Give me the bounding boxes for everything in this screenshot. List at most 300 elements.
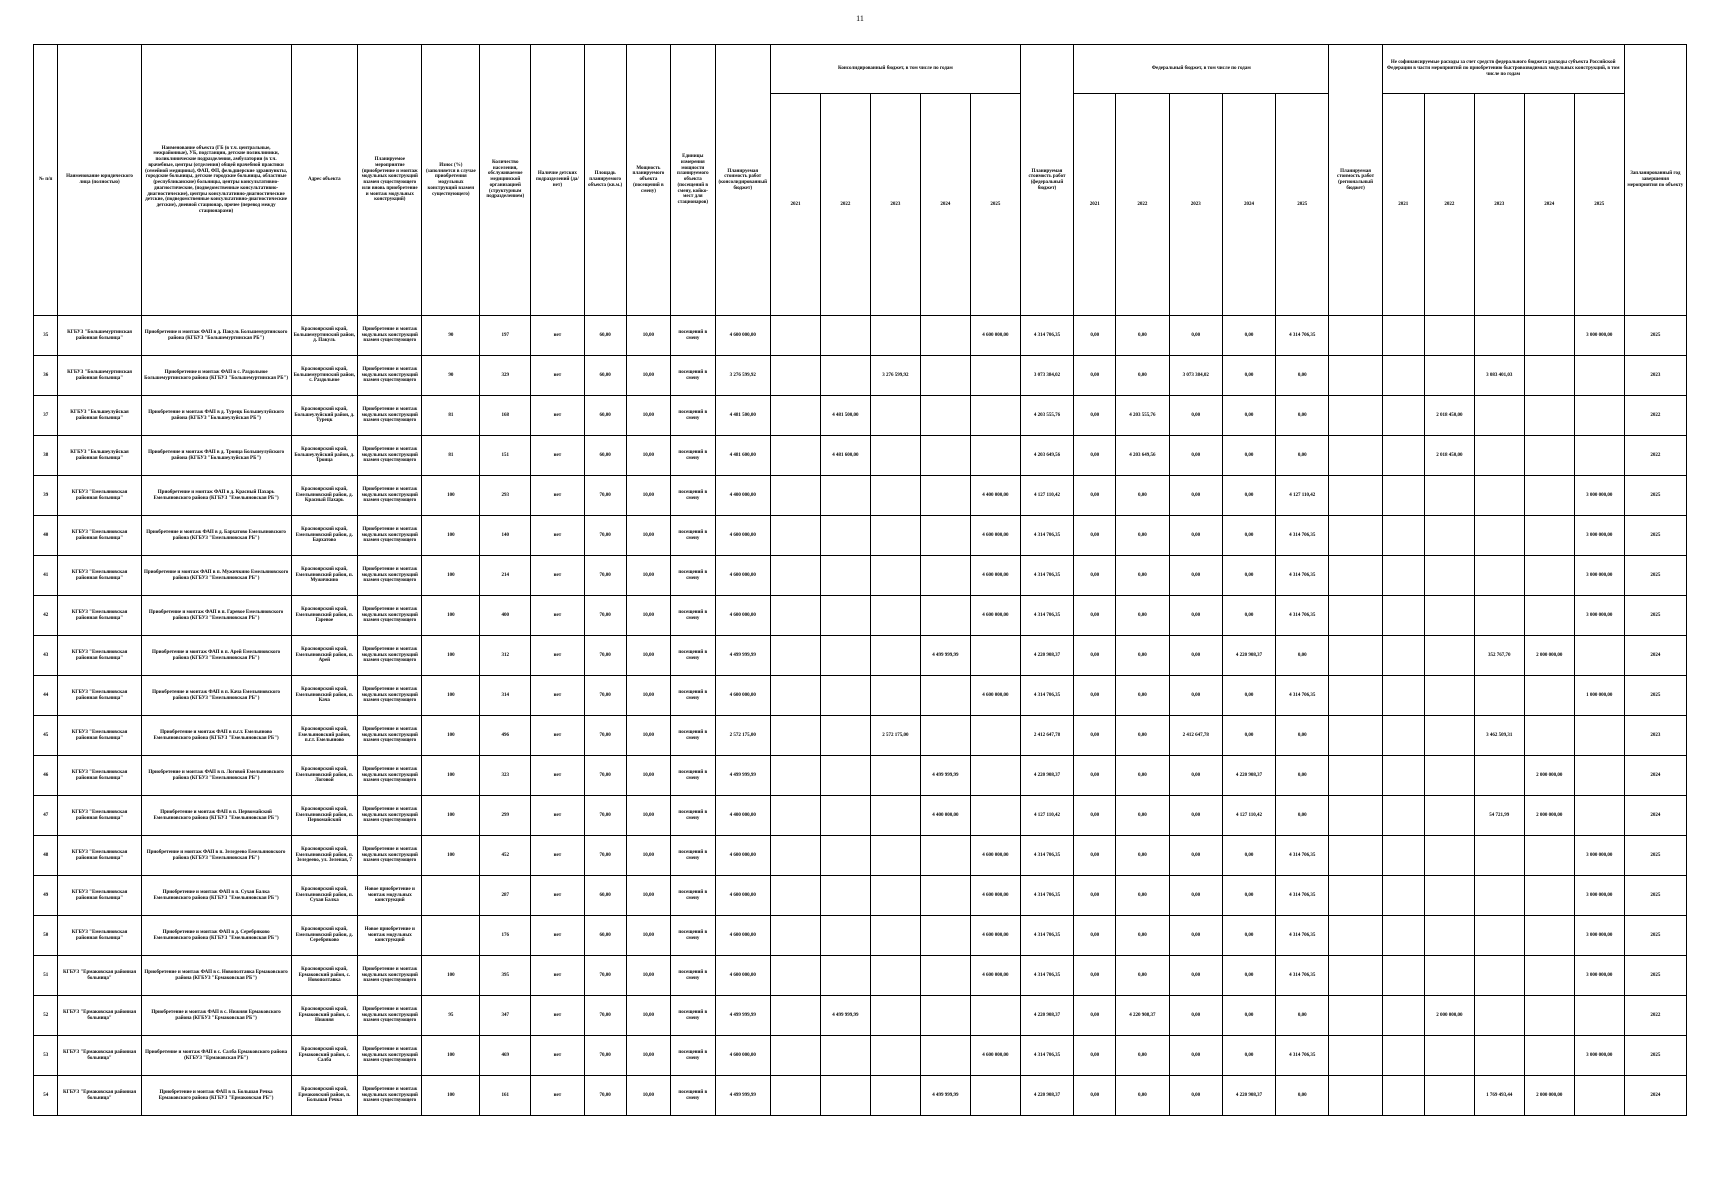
cost-regional bbox=[1329, 476, 1382, 516]
cost-regional bbox=[1329, 1036, 1382, 1076]
header-year: 2024 bbox=[1524, 94, 1574, 316]
capacity-unit: посещений в смену bbox=[671, 836, 715, 876]
cost-regional bbox=[1329, 356, 1382, 396]
completion-year: 2024 bbox=[1624, 1076, 1686, 1116]
row-number: 36 bbox=[34, 356, 58, 396]
federal-year-value: 4 314 706,35 bbox=[1276, 676, 1329, 716]
capacity: 10,00 bbox=[626, 396, 670, 436]
population: 168 bbox=[480, 396, 531, 436]
header-entity: Наименование юридического лица (полностью) bbox=[58, 45, 141, 316]
consolidated-year-value bbox=[870, 1076, 920, 1116]
entity-name: КГБУЗ "Емельяновская районная больница" bbox=[58, 476, 141, 516]
nonfinanced-year-value: 3 000 000,00 bbox=[1574, 596, 1624, 636]
cost-federal: 4 314 706,35 bbox=[1020, 916, 1073, 956]
nonfinanced-year-value bbox=[1382, 716, 1424, 756]
federal-year-value: 0,00 bbox=[1169, 956, 1222, 996]
entity-name: КГБУЗ "Емельяновская районная больница" bbox=[58, 516, 141, 556]
planned-event: Новое приобретение и монтаж модульных конструкций bbox=[358, 916, 422, 956]
nonfinanced-year-value bbox=[1474, 1036, 1524, 1076]
cost-regional bbox=[1329, 956, 1382, 996]
cost-federal: 4 220 908,37 bbox=[1020, 636, 1073, 676]
table-row bbox=[34, 996, 1687, 1036]
nonfinanced-year-value bbox=[1382, 516, 1424, 556]
cost-federal: 4 314 706,35 bbox=[1020, 596, 1073, 636]
nonfinanced-year-value bbox=[1382, 836, 1424, 876]
planned-event: Приобретение и монтаж модульных конструкций взамен существующего bbox=[358, 476, 422, 516]
consolidated-year-value bbox=[870, 1036, 920, 1076]
header-federal-group: Федеральный бюджет, в том числе по годам bbox=[1074, 45, 1329, 94]
nonfinanced-year-value: 1 000 000,00 bbox=[1574, 676, 1624, 716]
federal-year-value: 0,00 bbox=[1074, 916, 1116, 956]
consolidated-year-value bbox=[970, 996, 1020, 1036]
consolidated-year-value: 4 481 500,00 bbox=[820, 396, 870, 436]
object-address: Красноярский край, Емельяновский район, д. Красный Пахарь bbox=[291, 476, 358, 516]
population: 293 bbox=[480, 476, 531, 516]
nonfinanced-year-value bbox=[1474, 396, 1524, 436]
header-year: 2023 bbox=[870, 94, 920, 316]
cost-consolidated: 3 276 599,92 bbox=[715, 356, 771, 396]
federal-year-value: 0,00 bbox=[1074, 956, 1116, 996]
cost-consolidated: 4 600 000,00 bbox=[715, 516, 771, 556]
cost-consolidated: 4 600 000,00 bbox=[715, 676, 771, 716]
consolidated-year-value bbox=[820, 636, 870, 676]
consolidated-year-value bbox=[870, 476, 920, 516]
completion-year: 2025 bbox=[1624, 836, 1686, 876]
population: 287 bbox=[480, 876, 531, 916]
consolidated-year-value bbox=[771, 316, 821, 356]
federal-year-value: 0,00 bbox=[1074, 316, 1116, 356]
nonfinanced-year-value bbox=[1474, 756, 1524, 796]
cost-consolidated: 4 481 600,00 bbox=[715, 436, 771, 476]
area: 70,00 bbox=[584, 476, 626, 516]
children-units: нет bbox=[531, 636, 584, 676]
entity-name: КГБУЗ "Ермаковская районная больница" bbox=[58, 996, 141, 1036]
children-units: нет bbox=[531, 356, 584, 396]
federal-year-value: 0,00 bbox=[1169, 556, 1222, 596]
consolidated-year-value: 4 499 999,99 bbox=[820, 996, 870, 1036]
federal-year-value: 0,00 bbox=[1116, 916, 1169, 956]
nonfinanced-year-value bbox=[1382, 596, 1424, 636]
federal-year-value: 0,00 bbox=[1074, 796, 1116, 836]
area: 70,00 bbox=[584, 596, 626, 636]
children-units: нет bbox=[531, 396, 584, 436]
area: 70,00 bbox=[584, 836, 626, 876]
completion-year: 2025 bbox=[1624, 476, 1686, 516]
wear-percent: 100 bbox=[422, 676, 480, 716]
children-units: нет bbox=[531, 716, 584, 756]
federal-year-value: 2 412 647,78 bbox=[1169, 716, 1222, 756]
consolidated-year-value bbox=[920, 476, 970, 516]
cost-federal: 3 073 384,02 bbox=[1020, 356, 1073, 396]
header-year: 2025 bbox=[1574, 94, 1624, 316]
nonfinanced-year-value bbox=[1424, 756, 1474, 796]
capacity-unit: посещений в смену bbox=[671, 476, 715, 516]
consolidated-year-value bbox=[870, 676, 920, 716]
federal-year-value: 0,00 bbox=[1276, 636, 1329, 676]
consolidated-year-value bbox=[970, 436, 1020, 476]
federal-year-value: 0,00 bbox=[1169, 596, 1222, 636]
header-year: 2021 bbox=[1074, 94, 1116, 316]
consolidated-year-value bbox=[920, 436, 970, 476]
object-name: Приобретение и монтаж ФАП в п. Гаревое Емельяновского района (КГБУЗ "Емельяновская РБ") bbox=[141, 596, 291, 636]
federal-year-value: 0,00 bbox=[1169, 316, 1222, 356]
table-row bbox=[34, 596, 1687, 636]
object-name: Приобретение и монтаж ФАП в п. Большая Речка Ермаковского района (КГБУЗ "Ермаковская РБ") bbox=[141, 1076, 291, 1116]
table-row bbox=[34, 316, 1687, 356]
header-year: 2021 bbox=[771, 94, 821, 316]
planned-event: Приобретение и монтаж модульных конструкций взамен существующего bbox=[358, 956, 422, 996]
federal-year-value: 4 314 706,35 bbox=[1276, 916, 1329, 956]
capacity: 10,00 bbox=[626, 436, 670, 476]
nonfinanced-year-value bbox=[1382, 916, 1424, 956]
consolidated-year-value bbox=[771, 916, 821, 956]
capacity-unit: посещений в смену bbox=[671, 756, 715, 796]
federal-year-value: 0,00 bbox=[1169, 1036, 1222, 1076]
population: 452 bbox=[480, 836, 531, 876]
federal-year-value: 4 220 908,37 bbox=[1116, 996, 1169, 1036]
nonfinanced-year-value bbox=[1474, 996, 1524, 1036]
object-name: Приобретение и монтаж ФАП в д. Серебряково Емельяновского района (КГБУЗ "Емельяновская РБ") bbox=[141, 916, 291, 956]
planned-event: Приобретение и монтаж модульных конструкций взамен существующего bbox=[358, 396, 422, 436]
cost-consolidated: 4 400 000,00 bbox=[715, 476, 771, 516]
consolidated-year-value: 4 600 000,00 bbox=[970, 916, 1020, 956]
area: 60,00 bbox=[584, 396, 626, 436]
area: 70,00 bbox=[584, 756, 626, 796]
population: 151 bbox=[480, 436, 531, 476]
completion-year: 2022 bbox=[1624, 396, 1686, 436]
consolidated-year-value bbox=[870, 796, 920, 836]
planned-event: Приобретение и монтаж модульных конструкций взамен существующего bbox=[358, 716, 422, 756]
row-number: 38 bbox=[34, 436, 58, 476]
federal-year-value: 3 073 384,02 bbox=[1169, 356, 1222, 396]
row-number: 50 bbox=[34, 916, 58, 956]
entity-name: КГБУЗ "Емельяновская районная больница" bbox=[58, 796, 141, 836]
nonfinanced-year-value bbox=[1424, 1036, 1474, 1076]
nonfinanced-year-value: 3 462 509,31 bbox=[1474, 716, 1524, 756]
federal-year-value: 0,00 bbox=[1169, 756, 1222, 796]
table-row bbox=[34, 396, 1687, 436]
wear-percent: 100 bbox=[422, 556, 480, 596]
nonfinanced-year-value bbox=[1474, 676, 1524, 716]
header-unit: Единицы измерения мощности планируемого объекта (посещений в смену, койко-мест для стационаров) bbox=[671, 45, 715, 316]
wear-percent: 95 bbox=[422, 996, 480, 1036]
wear-percent: 100 bbox=[422, 756, 480, 796]
object-address: Красноярский край, Ермаковский район, с. Нижняя bbox=[291, 996, 358, 1036]
cost-regional bbox=[1329, 596, 1382, 636]
consolidated-year-value bbox=[870, 876, 920, 916]
object-address: Красноярский край, Емельяновский район, п. Зеледеево, ул. Зеленая, 7 bbox=[291, 836, 358, 876]
object-address: Красноярский край, Емельяновский район, п. Арей bbox=[291, 636, 358, 676]
federal-year-value: 0,00 bbox=[1074, 676, 1116, 716]
header-num: № п/п bbox=[34, 45, 58, 316]
nonfinanced-year-value bbox=[1424, 676, 1474, 716]
capacity: 10,00 bbox=[626, 916, 670, 956]
header-year: 2022 bbox=[1116, 94, 1169, 316]
nonfinanced-year-value bbox=[1382, 316, 1424, 356]
nonfinanced-year-value bbox=[1382, 436, 1424, 476]
cost-consolidated: 4 499 999,99 bbox=[715, 1076, 771, 1116]
federal-year-value: 4 314 706,35 bbox=[1276, 836, 1329, 876]
entity-name: КГБУЗ "Емельяновская районная больница" bbox=[58, 556, 141, 596]
consolidated-year-value bbox=[820, 916, 870, 956]
consolidated-year-value bbox=[920, 716, 970, 756]
cost-federal: 4 314 706,35 bbox=[1020, 516, 1073, 556]
header-address: Адрес объекта bbox=[291, 45, 358, 316]
children-units: нет bbox=[531, 676, 584, 716]
header-event: Планируемое мероприятие (приобретение и монтаж модульных конструкций взамен существующего или вновь приобретение и монтаж модульных конструкций) bbox=[358, 45, 422, 316]
federal-year-value: 0,00 bbox=[1116, 516, 1169, 556]
entity-name: КГБУЗ "Емельяновская районная больница" bbox=[58, 716, 141, 756]
nonfinanced-year-value: 54 721,99 bbox=[1474, 796, 1524, 836]
children-units: нет bbox=[531, 956, 584, 996]
consolidated-year-value bbox=[920, 836, 970, 876]
object-name: Приобретение и монтаж ФАП в п. Кача Емельяновского района (КГБУЗ "Емельяновская РБ") bbox=[141, 676, 291, 716]
federal-year-value: 4 314 706,35 bbox=[1276, 956, 1329, 996]
consolidated-year-value: 4 600 000,00 bbox=[970, 516, 1020, 556]
federal-year-value: 0,00 bbox=[1116, 796, 1169, 836]
facilities-table bbox=[33, 44, 1687, 1116]
federal-year-value: 0,00 bbox=[1116, 1076, 1169, 1116]
federal-year-value: 0,00 bbox=[1169, 836, 1222, 876]
consolidated-year-value bbox=[920, 996, 970, 1036]
nonfinanced-year-value: 2 000 000,00 bbox=[1424, 996, 1474, 1036]
consolidated-year-value bbox=[820, 316, 870, 356]
consolidated-year-value: 4 600 000,00 bbox=[970, 316, 1020, 356]
row-number: 54 bbox=[34, 1076, 58, 1116]
table-row bbox=[34, 1076, 1687, 1116]
cost-regional bbox=[1329, 516, 1382, 556]
consolidated-year-value bbox=[970, 396, 1020, 436]
object-address: Красноярский край, Емельяновский район, п. Мужичкино bbox=[291, 556, 358, 596]
nonfinanced-year-value bbox=[1474, 876, 1524, 916]
consolidated-year-value: 4 499 999,99 bbox=[920, 1076, 970, 1116]
federal-year-value: 0,00 bbox=[1116, 316, 1169, 356]
row-number: 51 bbox=[34, 956, 58, 996]
federal-year-value: 0,00 bbox=[1116, 1036, 1169, 1076]
children-units: нет bbox=[531, 836, 584, 876]
consolidated-year-value bbox=[771, 356, 821, 396]
population: 323 bbox=[480, 756, 531, 796]
federal-year-value: 4 314 706,35 bbox=[1276, 316, 1329, 356]
federal-year-value: 4 127 110,42 bbox=[1222, 796, 1275, 836]
nonfinanced-year-value bbox=[1524, 516, 1574, 556]
capacity-unit: посещений в смену bbox=[671, 356, 715, 396]
cost-federal: 4 220 908,37 bbox=[1020, 1076, 1073, 1116]
capacity: 10,00 bbox=[626, 1036, 670, 1076]
object-name: Приобретение и монтаж ФАП в д. Турецк Большеулуйского района (КГБУЗ "Большеулуйская РБ") bbox=[141, 396, 291, 436]
nonfinanced-year-value bbox=[1524, 956, 1574, 996]
cost-federal: 4 314 706,35 bbox=[1020, 556, 1073, 596]
wear-percent: 100 bbox=[422, 716, 480, 756]
federal-year-value: 0,00 bbox=[1116, 596, 1169, 636]
federal-year-value: 0,00 bbox=[1074, 1076, 1116, 1116]
federal-year-value: 0,00 bbox=[1276, 436, 1329, 476]
nonfinanced-year-value bbox=[1474, 836, 1524, 876]
entity-name: КГБУЗ "Ермаковская районная больница" bbox=[58, 1036, 141, 1076]
wear-percent: 100 bbox=[422, 956, 480, 996]
area: 60,00 bbox=[584, 876, 626, 916]
capacity-unit: посещений в смену bbox=[671, 1076, 715, 1116]
object-address: Красноярский край, Большемуртинский район, д. Пакуль bbox=[291, 316, 358, 356]
table-row bbox=[34, 636, 1687, 676]
wear-percent: 100 bbox=[422, 476, 480, 516]
planned-event: Приобретение и монтаж модульных конструкций взамен существующего bbox=[358, 436, 422, 476]
wear-percent bbox=[422, 916, 480, 956]
area: 70,00 bbox=[584, 636, 626, 676]
header-year: 2023 bbox=[1474, 94, 1524, 316]
nonfinanced-year-value bbox=[1424, 596, 1474, 636]
nonfinanced-year-value: 3 000 000,00 bbox=[1574, 476, 1624, 516]
consolidated-year-value bbox=[920, 876, 970, 916]
planned-event: Приобретение и монтаж модульных конструкций взамен существующего bbox=[358, 356, 422, 396]
cost-federal: 4 314 706,35 bbox=[1020, 836, 1073, 876]
row-number: 45 bbox=[34, 716, 58, 756]
completion-year: 2025 bbox=[1624, 316, 1686, 356]
population: 140 bbox=[480, 516, 531, 556]
federal-year-value: 4 127 110,42 bbox=[1276, 476, 1329, 516]
consolidated-year-value: 4 499 999,99 bbox=[920, 756, 970, 796]
consolidated-year-value bbox=[920, 916, 970, 956]
object-address: Красноярский край, Большеулуйский район, д. Турецк bbox=[291, 396, 358, 436]
federal-year-value: 0,00 bbox=[1169, 516, 1222, 556]
completion-year: 2025 bbox=[1624, 516, 1686, 556]
federal-year-value: 0,00 bbox=[1074, 996, 1116, 1036]
federal-year-value: 0,00 bbox=[1169, 436, 1222, 476]
population: 400 bbox=[480, 596, 531, 636]
cost-federal: 4 203 555,76 bbox=[1020, 396, 1073, 436]
nonfinanced-year-value: 3 000 000,00 bbox=[1574, 836, 1624, 876]
cost-regional bbox=[1329, 676, 1382, 716]
cost-federal: 4 314 706,35 bbox=[1020, 876, 1073, 916]
nonfinanced-year-value bbox=[1424, 876, 1474, 916]
completion-year: 2022 bbox=[1624, 996, 1686, 1036]
row-number: 49 bbox=[34, 876, 58, 916]
federal-year-value: 0,00 bbox=[1116, 836, 1169, 876]
nonfinanced-year-value bbox=[1382, 996, 1424, 1036]
consolidated-year-value bbox=[771, 396, 821, 436]
object-name: Приобретение и монтаж ФАП в п. Зеледеево Емельяновского района (КГБУЗ "Емельяновская РБ") bbox=[141, 836, 291, 876]
area: 70,00 bbox=[584, 1036, 626, 1076]
object-name: Приобретение и монтаж ФАП в п. Мужичкино Емельяновского района (КГБУЗ "Емельяновская РБ") bbox=[141, 556, 291, 596]
children-units: нет bbox=[531, 516, 584, 556]
consolidated-year-value bbox=[970, 716, 1020, 756]
wear-percent: 100 bbox=[422, 836, 480, 876]
nonfinanced-year-value bbox=[1382, 636, 1424, 676]
planned-event: Приобретение и монтаж модульных конструкций взамен существующего bbox=[358, 836, 422, 876]
object-name: Приобретение и монтаж ФАП в с. Раздольное Большемуртинского района (КГБУЗ "Большемуртинская РБ") bbox=[141, 356, 291, 396]
federal-year-value: 0,00 bbox=[1222, 716, 1275, 756]
federal-year-value: 0,00 bbox=[1169, 916, 1222, 956]
area: 60,00 bbox=[584, 356, 626, 396]
population: 329 bbox=[480, 356, 531, 396]
consolidated-year-value bbox=[870, 436, 920, 476]
federal-year-value: 4 220 908,37 bbox=[1222, 756, 1275, 796]
table-row bbox=[34, 356, 1687, 396]
table-row bbox=[34, 556, 1687, 596]
wear-percent: 100 bbox=[422, 1036, 480, 1076]
row-number: 37 bbox=[34, 396, 58, 436]
table-row bbox=[34, 916, 1687, 956]
row-number: 46 bbox=[34, 756, 58, 796]
entity-name: КГБУЗ "Большеулуйская районная больница" bbox=[58, 436, 141, 476]
consolidated-year-value bbox=[870, 636, 920, 676]
completion-year: 2025 bbox=[1624, 676, 1686, 716]
planned-event: Приобретение и монтаж модульных конструкций взамен существующего bbox=[358, 756, 422, 796]
capacity-unit: посещений в смену bbox=[671, 956, 715, 996]
cost-consolidated: 4 600 000,00 bbox=[715, 836, 771, 876]
planned-event: Приобретение и монтаж модульных конструкций взамен существующего bbox=[358, 316, 422, 356]
object-name: Приобретение и монтаж ФАП в п.г.т. Емельяново Емельяновского района (КГБУЗ "Емельяновская РБ") bbox=[141, 716, 291, 756]
object-address: Красноярский край, Ермаковский район, с. Салба bbox=[291, 1036, 358, 1076]
row-number: 41 bbox=[34, 556, 58, 596]
federal-year-value: 4 203 649,56 bbox=[1116, 436, 1169, 476]
federal-year-value: 0,00 bbox=[1276, 1076, 1329, 1116]
row-number: 53 bbox=[34, 1036, 58, 1076]
consolidated-year-value bbox=[820, 716, 870, 756]
children-units: нет bbox=[531, 756, 584, 796]
federal-year-value: 0,00 bbox=[1116, 876, 1169, 916]
cost-consolidated: 4 600 000,00 bbox=[715, 916, 771, 956]
federal-year-value: 4 220 908,37 bbox=[1222, 636, 1275, 676]
header-cost-federal: Планируемая стоимость работ (федеральный бюджет) bbox=[1020, 45, 1073, 316]
page-number: 11 bbox=[856, 14, 864, 23]
consolidated-year-value bbox=[870, 556, 920, 596]
federal-year-value: 0,00 bbox=[1074, 716, 1116, 756]
federal-year-value: 4 220 908,37 bbox=[1222, 1076, 1275, 1116]
population: 197 bbox=[480, 316, 531, 356]
federal-year-value: 0,00 bbox=[1116, 356, 1169, 396]
consolidated-year-value: 3 276 599,92 bbox=[870, 356, 920, 396]
planned-event: Приобретение и монтаж модульных конструкций взамен существующего bbox=[358, 636, 422, 676]
table-row bbox=[34, 676, 1687, 716]
consolidated-year-value bbox=[870, 956, 920, 996]
entity-name: КГБУЗ "Емельяновская районная больница" bbox=[58, 596, 141, 636]
object-name: Приобретение и монтаж ФАП в д. Пакуль Большемуртинского района (КГБУЗ "Большемуртинская РБ") bbox=[141, 316, 291, 356]
consolidated-year-value bbox=[820, 596, 870, 636]
nonfinanced-year-value bbox=[1524, 716, 1574, 756]
consolidated-year-value: 4 400 000,00 bbox=[920, 796, 970, 836]
area: 70,00 bbox=[584, 956, 626, 996]
consolidated-year-value bbox=[771, 556, 821, 596]
federal-year-value: 0,00 bbox=[1116, 556, 1169, 596]
cost-consolidated: 4 400 000,00 bbox=[715, 796, 771, 836]
wear-percent: 100 bbox=[422, 1076, 480, 1116]
header-children: Наличие детских подразделений (да/нет) bbox=[531, 45, 584, 316]
nonfinanced-year-value bbox=[1524, 676, 1574, 716]
cost-regional bbox=[1329, 756, 1382, 796]
population: 312 bbox=[480, 636, 531, 676]
capacity: 10,00 bbox=[626, 1076, 670, 1116]
cost-consolidated: 4 600 000,00 bbox=[715, 956, 771, 996]
capacity-unit: посещений в смену bbox=[671, 516, 715, 556]
federal-year-value: 0,00 bbox=[1116, 956, 1169, 996]
nonfinanced-year-value: 2 000 000,00 bbox=[1524, 1076, 1574, 1116]
consolidated-year-value bbox=[870, 756, 920, 796]
table-row bbox=[34, 476, 1687, 516]
children-units: нет bbox=[531, 876, 584, 916]
nonfinanced-year-value: 2 000 000,00 bbox=[1524, 636, 1574, 676]
capacity: 10,00 bbox=[626, 676, 670, 716]
entity-name: КГБУЗ "Емельяновская районная больница" bbox=[58, 836, 141, 876]
header-completion-year: Запланированный год завершения мероприятия по объекту bbox=[1624, 45, 1686, 316]
cost-regional bbox=[1329, 916, 1382, 956]
planned-event: Приобретение и монтаж модульных конструкций взамен существующего bbox=[358, 516, 422, 556]
planned-event: Приобретение и монтаж модульных конструкций взамен существующего bbox=[358, 796, 422, 836]
nonfinanced-year-value: 3 000 000,00 bbox=[1574, 556, 1624, 596]
federal-year-value: 4 314 706,35 bbox=[1276, 876, 1329, 916]
cost-regional bbox=[1329, 316, 1382, 356]
nonfinanced-year-value bbox=[1382, 396, 1424, 436]
